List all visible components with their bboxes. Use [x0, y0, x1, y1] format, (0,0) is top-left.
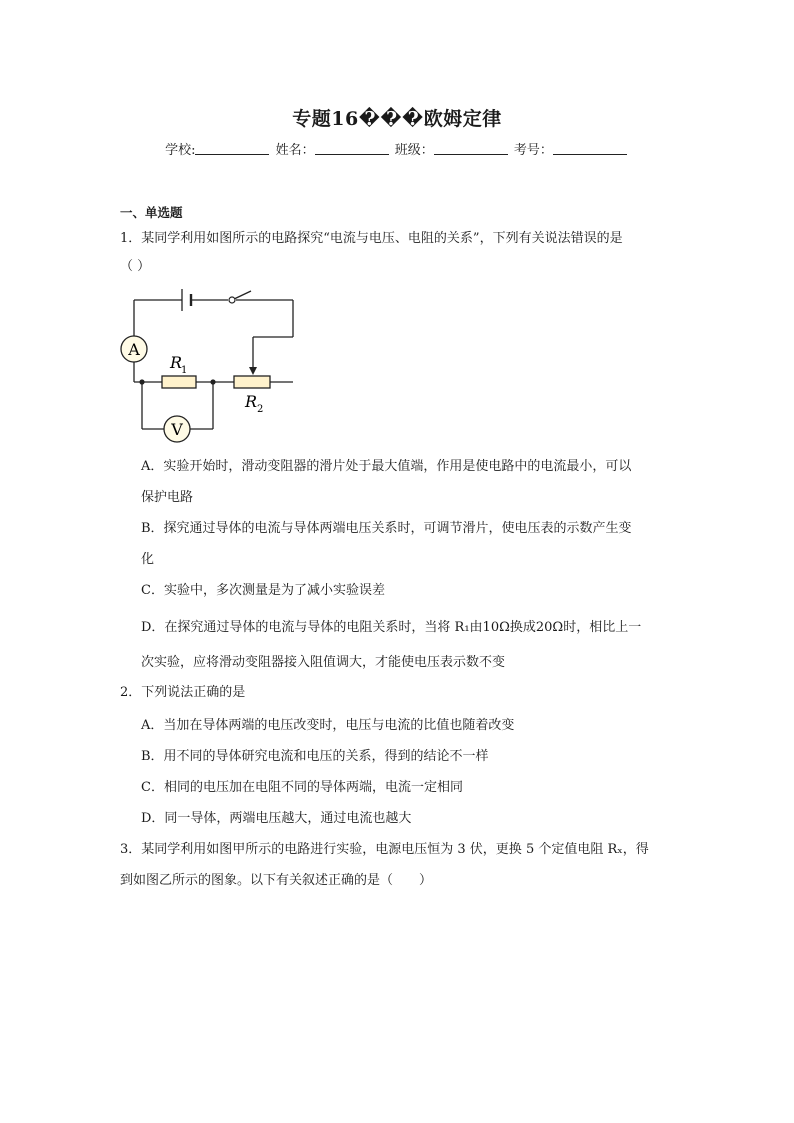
name-label: 姓名： [275, 143, 315, 158]
question-3-stem-line1: 3．某同学利用如图甲所示的电路进行实验，电源电压恒为 3 伏，更换 5 个定值电阻 Rₓ，得 [120, 842, 649, 857]
voltmeter-label: V [171, 420, 183, 439]
q1-option-c: C．实验中，多次测量是为了减小实验误差 [141, 583, 385, 598]
r1-subscript: 1 [181, 365, 188, 376]
r2-label: R [245, 392, 258, 411]
class-label: 班级： [394, 143, 434, 158]
q1-option-a-line1: A．实验开始时，滑动变阻器的滑片处于最大值端，作用是使电路中的电流最小，可以 [141, 459, 632, 474]
school-label: 学校: [165, 143, 196, 158]
r1-label: R [170, 353, 183, 372]
q2-option-c: C．相同的电压加在电阻不同的导体两端，电流一定相同 [141, 780, 463, 795]
q1-option-b-line1: B．探究通过导体的电流与导体两端电压关系时，可调节滑片，使电压表的示数产生变 [141, 521, 632, 536]
slider-arrow [249, 367, 257, 375]
question-3-stem-line2: 到如图乙所示的图象。以下有关叙述正确的是（ ） [120, 873, 433, 888]
class-blank[interactable] [434, 142, 508, 155]
q2-option-a: A．当加在导体两端的电压改变时，电压与电流的比值也随着改变 [141, 718, 515, 733]
school-blank[interactable] [195, 142, 269, 155]
section-title: 一、单选题 [120, 205, 183, 220]
resistor-r1 [162, 376, 196, 388]
q1-option-d-line2: 次实验，应将滑动变阻器接入阻值调大，才能使电压表示数不变 [141, 655, 506, 670]
rheostat-r2 [234, 376, 270, 388]
exam-no-blank[interactable] [553, 142, 627, 155]
q1-option-b-line2: 化 [141, 552, 155, 567]
circuit-diagram [118, 285, 308, 445]
student-info-row [0, 139, 794, 158]
q2-option-b: B．用不同的导体研究电流和电压的关系，得到的结论不一样 [141, 749, 489, 764]
switch-pivot [229, 297, 235, 303]
ammeter-label: A [128, 340, 140, 359]
q1-option-d-line1: D．在探究通过导体的电流与导体的电阻关系时，当将 R₁由10Ω换成20Ω时，相比上一 [141, 620, 642, 635]
name-blank[interactable] [315, 142, 389, 155]
question-1-stem-line1: 1．某同学利用如图所示的电路探究“电流与电压、电阻的关系”，下列有关说法错误的是 [120, 231, 623, 246]
question-1-stem-line2: （ ） [120, 259, 151, 274]
page-title: 专题16���欧姆定律 [292, 108, 502, 130]
question-2-stem: 2．下列说法正确的是 [120, 685, 246, 700]
junction-left [139, 379, 144, 384]
junction-right [210, 379, 215, 384]
q2-option-d: D．同一导体，两端电压越大，通过电流也越大 [141, 811, 412, 826]
r2-subscript: 2 [257, 404, 264, 415]
q1-option-a-line2: 保护电路 [141, 490, 194, 505]
exam-no-label: 考号： [513, 143, 553, 158]
